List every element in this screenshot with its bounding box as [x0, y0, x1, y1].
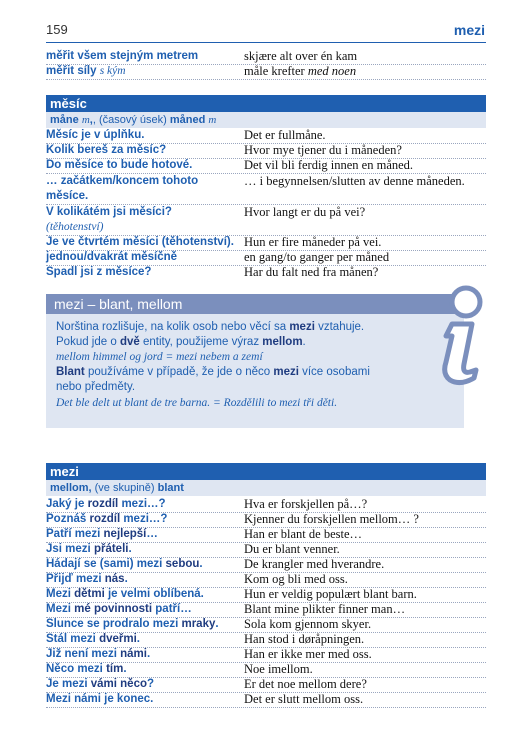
norwegian-phrase: Hvor langt er du på vei?: [244, 205, 366, 219]
entry-row: [46, 497, 486, 512]
note-example: mellom himmel og jord = mezi nebem a zemí: [56, 351, 263, 363]
entry-row: [46, 587, 486, 602]
section-translation-mesic: måne m,, (časový úsek) måned m: [46, 112, 486, 128]
dotted-divider: [46, 707, 486, 708]
czech-phrase: jednou/dvakrát měsíčně: [46, 251, 178, 263]
header-rule: [46, 42, 486, 43]
norwegian-phrase: Det vil bli ferdig innen en måned.: [244, 158, 414, 172]
note-line: Blant používáme v případě, že jde o něco mezi více osobami: [56, 366, 370, 378]
entry-row: [46, 542, 486, 557]
czech-phrase: Patří mezi nejlepší…: [46, 528, 158, 540]
czech-phrase: Již není mezi námi.: [46, 648, 151, 660]
entry-row: [46, 662, 486, 677]
norwegian-phrase: Hva er forskjellen på…?: [244, 497, 368, 511]
entry-row: [46, 647, 486, 662]
norwegian-phrase: Du er blant venner.: [244, 542, 340, 556]
norwegian-phrase: Blant mine plikter finner man…: [244, 602, 406, 616]
entry-row: [46, 250, 486, 265]
czech-phrase: Mezi dětmi je velmi oblíbená.: [46, 588, 204, 600]
entry-row: [46, 143, 486, 158]
norwegian-phrase: Er det noe mellom dere?: [244, 677, 367, 691]
norwegian-phrase: måle krefter med noen: [244, 64, 357, 78]
entry-row: [46, 64, 486, 79]
czech-phrase: (těhotenství): [46, 221, 104, 233]
czech-phrase: Něco mezi tím.: [46, 663, 127, 675]
entry-row: [46, 205, 486, 220]
norwegian-phrase: Noe imellom.: [244, 662, 313, 676]
norwegian-phrase: Kjenner du forskjellen mellom… ?: [244, 512, 419, 526]
czech-phrase: V kolikátém jsi měsíci?: [46, 206, 172, 218]
note-example: Det ble delt ut blant de tre barna. = Rozdělili to mezi tři děti.: [56, 397, 338, 409]
czech-phrase: Jaký je rozdíl mezi…?: [46, 498, 166, 510]
czech-phrase: Hádají se (sami) mezi sebou.: [46, 558, 203, 570]
norwegian-phrase: Hun er fire måneder på vei.: [244, 235, 382, 249]
norwegian-phrase: Hun er veldig populært blant barn.: [244, 587, 417, 601]
entry-row: [46, 189, 486, 204]
entry-row: [46, 527, 486, 542]
norwegian-phrase: Det er slutt mellom oss.: [244, 692, 364, 706]
czech-phrase: Poznáš rozdíl mezi…?: [46, 513, 168, 525]
entry-row: [46, 617, 486, 632]
entry-row: [46, 512, 486, 527]
norwegian-phrase: Sola kom gjennom skyer.: [244, 617, 372, 631]
norwegian-phrase: Han er ikke mer med oss.: [244, 647, 372, 661]
entry-row: [46, 158, 486, 173]
norwegian-phrase: Han stod i døråpningen.: [244, 632, 365, 646]
section-translation-mezi: mellom, (ve skupině) blant: [46, 480, 486, 496]
entry-row: [46, 265, 486, 280]
entry-row: [46, 49, 486, 64]
czech-phrase: Je mezi vámi něco?: [46, 678, 155, 690]
czech-phrase: měsíce.: [46, 190, 89, 202]
norwegian-phrase: Han er blant de beste…: [244, 527, 363, 541]
norwegian-phrase: … i begynnelsen/slutten av denne måneden.: [244, 174, 465, 188]
czech-phrase: Mezi námi je konec.: [46, 693, 154, 705]
note-line: Norština rozlišuje, na kolik osob nebo věcí sa mezi vztahuje.: [56, 321, 365, 333]
entry-row: [46, 677, 486, 692]
norwegian-phrase: De krangler med hverandre.: [244, 557, 385, 571]
czech-phrase: Stál mezi dveřmi.: [46, 633, 140, 645]
norwegian-phrase: skjære alt over én kam: [244, 49, 358, 63]
note-line: nebo předměty.: [56, 381, 136, 393]
norwegian-phrase: Det er fullmåne.: [244, 128, 326, 142]
czech-phrase: Přijď mezi nás.: [46, 573, 128, 585]
czech-phrase: Kolik bereš za měsíc?: [46, 144, 167, 156]
grammar-note-title: mezi – blant, mellom: [46, 294, 464, 314]
entry-row: [46, 572, 486, 587]
entry-row: [46, 692, 486, 707]
norwegian-phrase: Kom og bli med oss.: [244, 572, 348, 586]
info-i-icon: [430, 284, 490, 390]
running-head-word: mezi: [453, 22, 485, 38]
page-header: [46, 22, 485, 42]
czech-phrase: Jsi mezi přáteli.: [46, 543, 132, 555]
czech-phrase: Slunce se prodralo mezi mraky.: [46, 618, 219, 630]
czech-phrase: Je ve čtvrtém měsíci (těhotenství).: [46, 236, 234, 248]
entry-row: [46, 557, 486, 572]
section-heading-mezi: mezi: [46, 463, 486, 480]
czech-phrase: … začátkem/koncem tohoto: [46, 175, 199, 187]
entry-row: [46, 632, 486, 647]
note-line: Pokud jde o dvě entity, použijeme výraz mellom.: [56, 336, 306, 348]
entry-row: [46, 235, 486, 250]
entry-row: [46, 128, 486, 143]
czech-phrase: Do měsíce to bude hotové.: [46, 159, 193, 171]
czech-phrase: měřit síly s kým: [46, 65, 126, 77]
czech-phrase: Spadl jsi z měsíce?: [46, 266, 152, 278]
entry-row: [46, 602, 486, 617]
czech-phrase: Mezi mé povinnosti patří…: [46, 603, 192, 615]
norwegian-phrase: Har du falt ned fra månen?: [244, 265, 379, 279]
page-number: 159: [46, 22, 68, 37]
dotted-divider: [46, 79, 486, 80]
entry-row: [46, 174, 486, 189]
section-heading-mesic: měsíc: [46, 95, 486, 112]
entry-row: [46, 220, 486, 235]
norwegian-phrase: en gang/to ganger per måned: [244, 250, 390, 264]
norwegian-phrase: Hvor mye tjener du i måneden?: [244, 143, 402, 157]
czech-phrase: Měsíc je v úplňku.: [46, 129, 145, 141]
czech-phrase: měřit všem stejným metrem: [46, 50, 199, 62]
